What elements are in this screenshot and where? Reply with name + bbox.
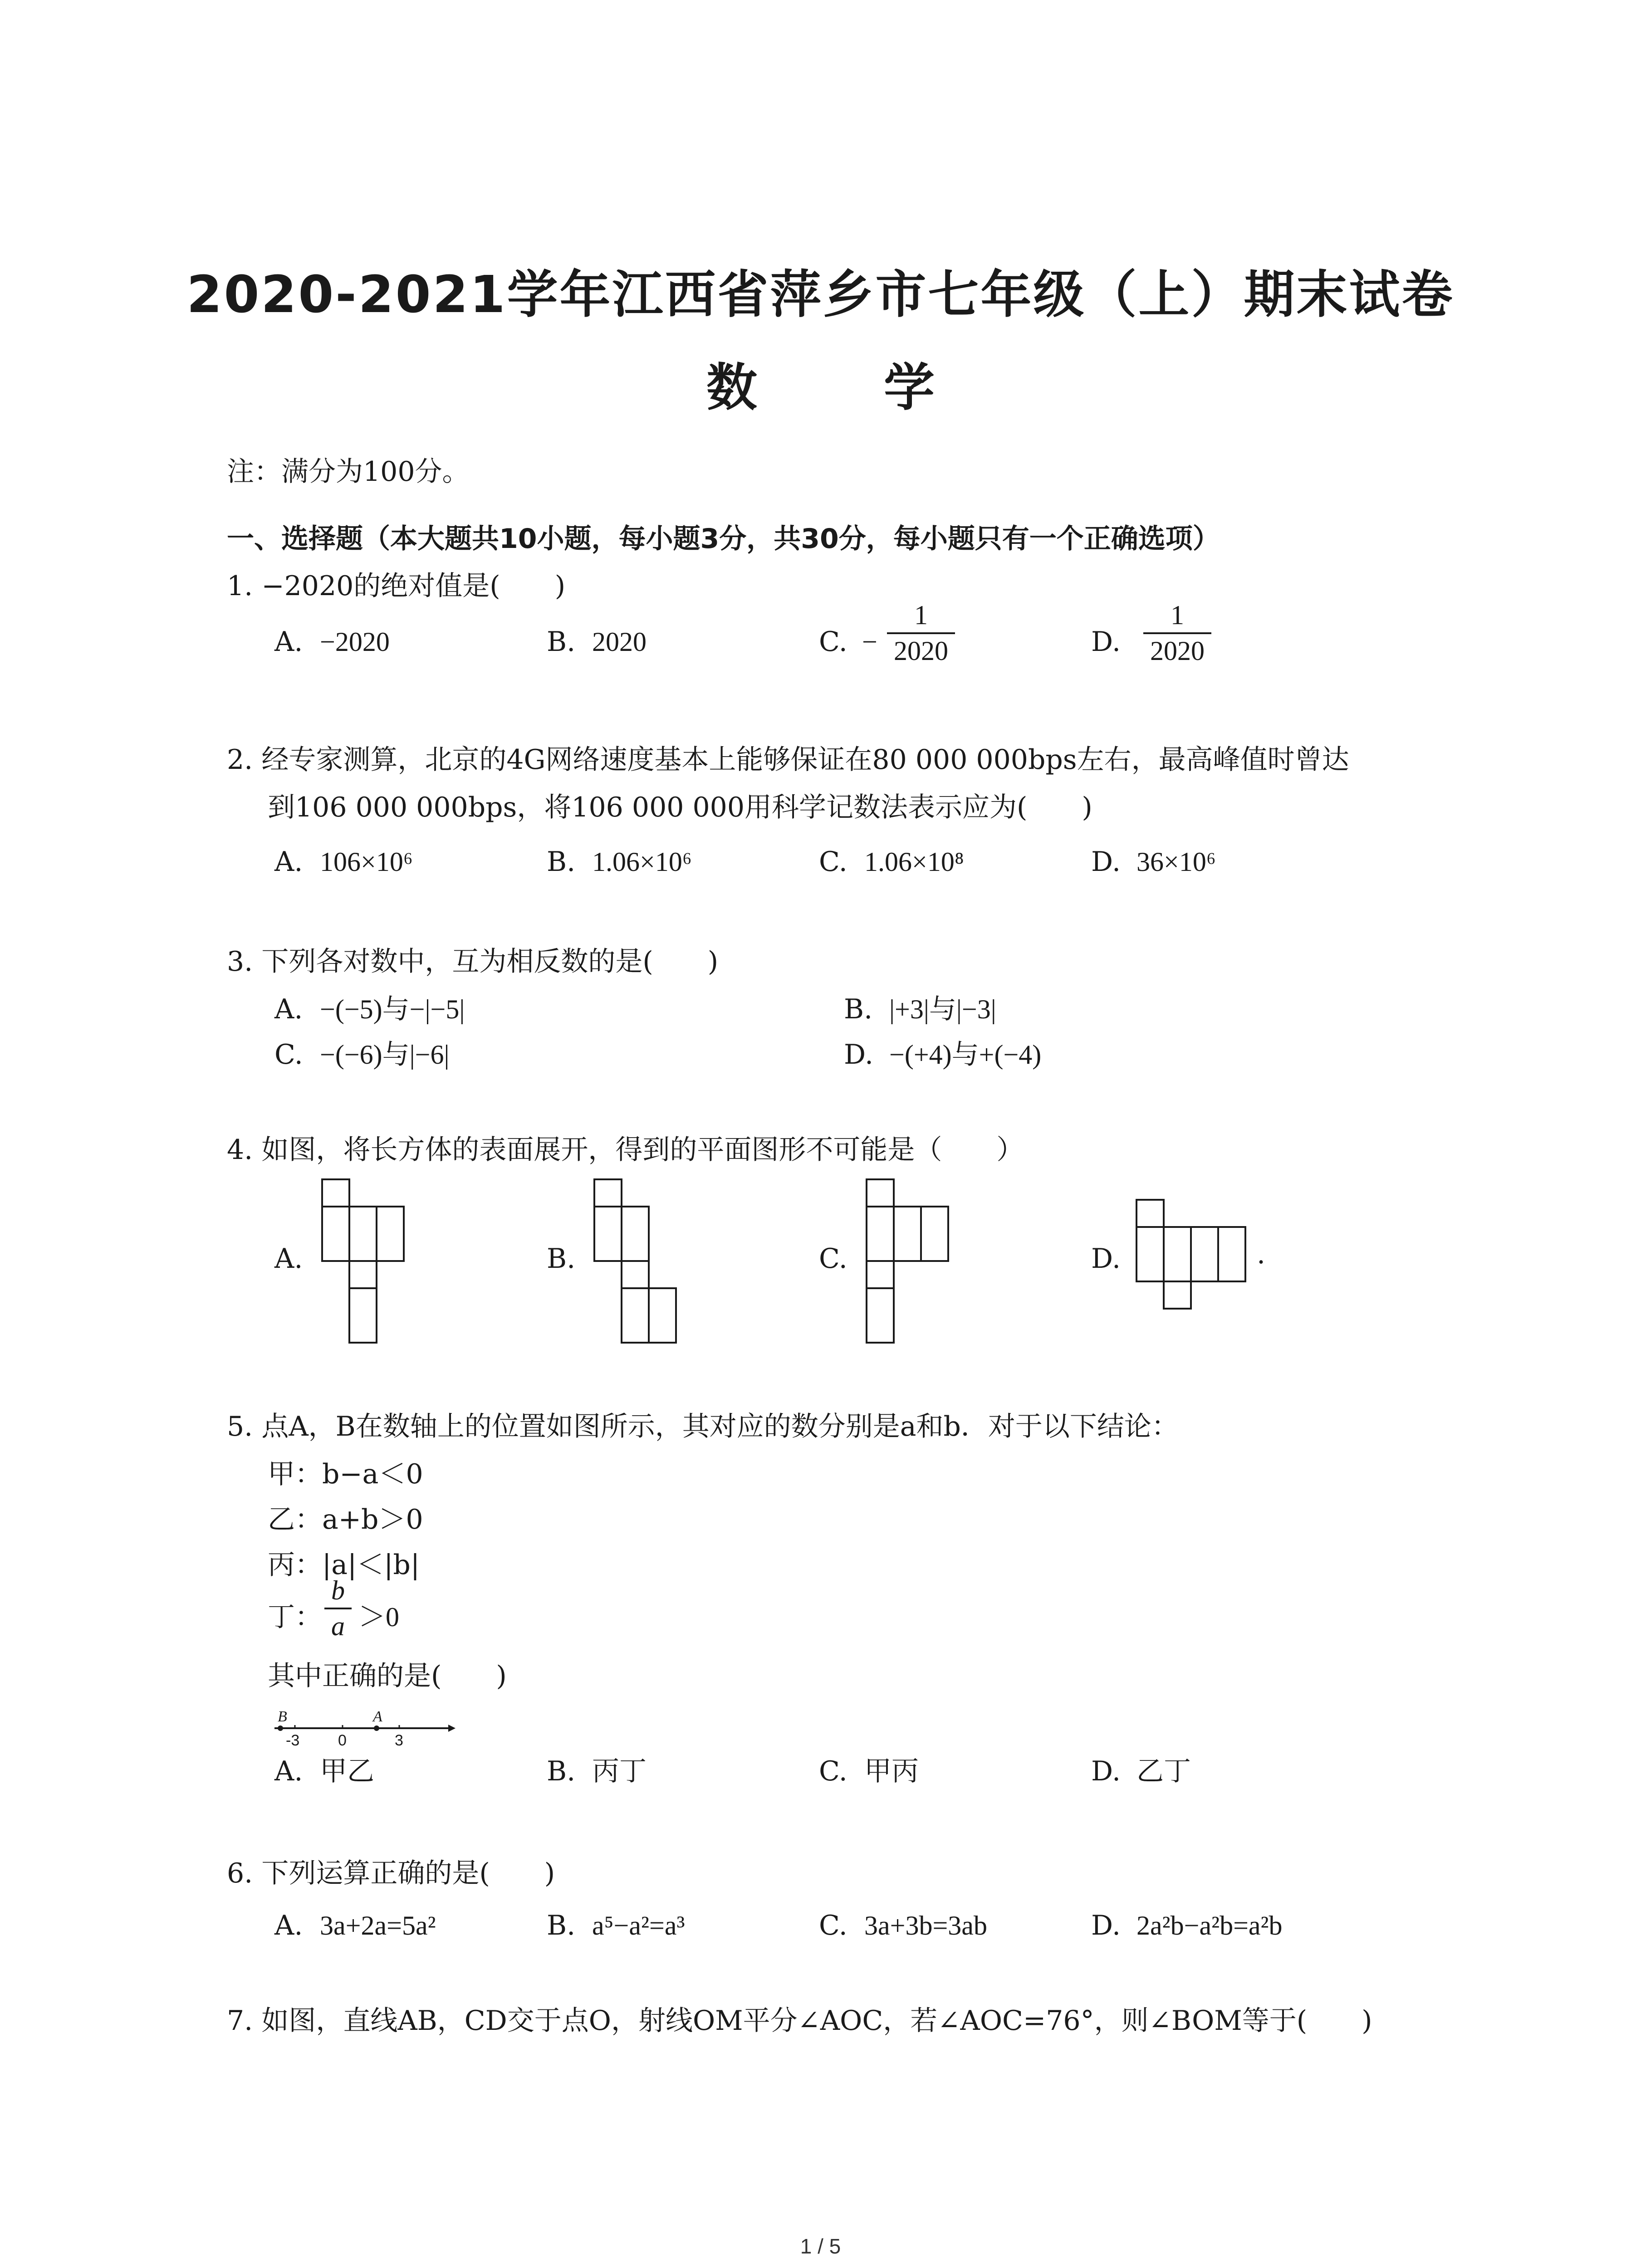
question-6-stem: 6. 下列运算正确的是( )	[227, 1857, 555, 1889]
net-c-cell	[921, 1207, 948, 1261]
q5-statement-bing: 丙：|a|＜|b|	[268, 1549, 420, 1581]
net-a-cell	[349, 1288, 377, 1343]
q2-option-d: 36×10⁶	[1136, 847, 1216, 877]
point-b-label: B	[278, 1708, 287, 1725]
tick-label-0: 0	[338, 1732, 347, 1749]
q1-option-b-label: B.	[547, 626, 576, 658]
q6-option-b-label: B.	[547, 1910, 576, 1941]
question-5-stem: 5. 点A，B在数轴上的位置如图所示，其对应的数分别是a和b．对于以下结论：	[227, 1411, 1179, 1442]
q2-option-a: 106×10⁶	[320, 847, 413, 877]
q4-option-c-label: C.	[819, 1243, 847, 1275]
net-b-cell	[622, 1288, 649, 1343]
q1-option-a: −2020	[320, 627, 390, 657]
tick-label-neg3: -3	[286, 1732, 300, 1749]
question-4-stem: 4. 如图，将长方体的表面展开，得到的平面图形不可能是（ ）	[227, 1134, 1024, 1166]
net-a-cell	[349, 1207, 377, 1261]
q1-option-c-sign: −	[862, 627, 877, 657]
q6-option-a: 3a+2a=5a²	[320, 1911, 436, 1941]
q1-d-fraction-bar	[1143, 632, 1211, 634]
net-c-cell	[867, 1288, 894, 1343]
net-a-cell	[349, 1261, 377, 1288]
q1-option-b: 2020	[592, 627, 647, 657]
q1-option-c-label: C.	[819, 626, 847, 658]
number-line-figure	[268, 1706, 458, 1751]
q5-ding-denominator: a	[331, 1611, 345, 1641]
exam-subject: 数 学	[706, 358, 989, 417]
q3-option-b-label: B.	[844, 993, 873, 1025]
question-2-line-2: 到106 000 000bps，将106 000 000用科学记数法表示应为( )	[268, 792, 1092, 823]
net-b-figure	[590, 1177, 685, 1354]
net-a-figure	[318, 1177, 413, 1354]
q1-d-denominator: 2020	[1150, 636, 1205, 666]
q5-question: 其中正确的是( )	[268, 1660, 507, 1692]
q5-statement-ding-prefix: 丁：	[268, 1601, 322, 1633]
q5-ding-fraction-bar	[324, 1608, 352, 1609]
q4-option-a-label: A.	[274, 1243, 303, 1275]
q2-option-a-label: A.	[274, 846, 303, 878]
net-d-figure	[1134, 1198, 1257, 1325]
q5-ding-fraction	[324, 1576, 352, 1641]
q1-c-denominator: 2020	[894, 636, 948, 666]
q3-option-b: |+3|与|−3|	[889, 994, 996, 1024]
q5-option-b: 丙丁	[592, 1755, 647, 1787]
exam-title: 2020-2021学年江西省萍乡市七年级（上）期末试卷	[186, 265, 1455, 324]
q5-option-a: 甲乙	[320, 1755, 374, 1787]
q6-option-d: 2a²b−a²b=a²b	[1136, 1911, 1283, 1941]
question-3-stem: 3. 下列各对数中，互为相反数的是( )	[227, 946, 719, 978]
net-d-cell	[1136, 1227, 1164, 1281]
net-d-cell	[1136, 1200, 1164, 1227]
q3-option-d: −(+4)与+(−4)	[889, 1040, 1042, 1070]
page-number: 1 / 5	[800, 2234, 841, 2258]
q5-option-c: 甲丙	[864, 1755, 919, 1787]
net-d-cell	[1191, 1227, 1218, 1281]
q6-option-d-label: D.	[1091, 1910, 1121, 1941]
q1-option-d-label: D.	[1091, 626, 1121, 658]
score-note: 注：满分为100分。	[227, 456, 470, 488]
q5-statement-jia: 甲：b−a＜0	[268, 1458, 423, 1490]
q5-option-a-label: A.	[274, 1755, 303, 1787]
net-c-cell	[894, 1207, 921, 1261]
q6-option-c: 3a+3b=3ab	[864, 1911, 987, 1941]
q2-option-b: 1.06×10⁶	[592, 847, 692, 877]
net-b-cell	[594, 1179, 622, 1207]
question-1-stem: 1. −2020的绝对值是( )	[227, 570, 566, 602]
net-b-cell	[622, 1261, 649, 1288]
net-c-cell	[867, 1179, 894, 1207]
q4-option-b-label: B.	[547, 1243, 576, 1275]
net-b-cell	[649, 1288, 676, 1343]
tick-label-3: 3	[395, 1732, 403, 1749]
net-b-cell	[594, 1207, 622, 1261]
net-d-cell	[1164, 1281, 1191, 1309]
point-a-label: A	[373, 1708, 382, 1725]
q1-c-fraction-bar	[887, 632, 955, 634]
q2-option-c: 1.06×10⁸	[864, 847, 964, 877]
point-b-dot	[278, 1725, 283, 1731]
number-line-arrow	[448, 1725, 456, 1732]
q6-option-b: a⁵−a²=a³	[592, 1911, 685, 1941]
q2-option-c-label: C.	[819, 846, 847, 878]
section-heading: 一、选择题（本大题共10小题，每小题3分，共30分，每小题只有一个正确选项）	[227, 523, 1220, 555]
question-7-stem: 7. 如图，直线AB，CD交于点O，射线OM平分∠AOC，若∠AOC=76°，则∠BOM等于( )	[227, 2005, 1372, 2037]
q3-option-a-label: A.	[274, 993, 303, 1025]
q1-option-c-fraction	[887, 601, 955, 665]
q5-option-c-label: C.	[819, 1755, 847, 1787]
q5-option-b-label: B.	[547, 1755, 576, 1787]
q3-option-a: −(−5)与−|−5|	[320, 994, 465, 1024]
q5-statement-ding-suffix: ＞0	[358, 1602, 399, 1632]
net-b-cell	[622, 1207, 649, 1261]
q1-c-numerator: 1	[914, 600, 928, 630]
q1-d-numerator: 1	[1171, 600, 1184, 630]
net-d-cell	[1218, 1227, 1245, 1281]
point-a-dot	[374, 1725, 379, 1731]
q5-ding-numerator: b	[331, 1575, 345, 1605]
net-c-cell	[867, 1261, 894, 1288]
q4-option-d-label: D.	[1091, 1243, 1121, 1275]
q4-option-d-period: .	[1257, 1238, 1266, 1270]
q5-statement-yi: 乙：a+b＞0	[268, 1504, 423, 1535]
question-2-line-1: 2. 经专家测算，北京的4G网络速度基本上能够保证在80 000 000bps左右，最高峰值时曾达	[227, 744, 1349, 776]
net-a-cell	[322, 1207, 349, 1261]
q6-option-c-label: C.	[819, 1910, 847, 1941]
q6-option-a-label: A.	[274, 1910, 303, 1941]
q5-option-d-label: D.	[1091, 1755, 1121, 1787]
net-c-cell	[867, 1207, 894, 1261]
q3-option-d-label: D.	[844, 1039, 874, 1070]
net-d-cell	[1164, 1227, 1191, 1281]
q3-option-c: −(−6)与|−6|	[320, 1040, 450, 1070]
q5-option-d: 乙丁	[1136, 1755, 1191, 1787]
q2-option-d-label: D.	[1091, 846, 1121, 878]
net-a-cell	[322, 1179, 349, 1207]
q2-option-b-label: B.	[547, 846, 576, 878]
q1-option-a-label: A.	[274, 626, 303, 658]
q3-option-c-label: C.	[274, 1039, 303, 1070]
net-c-figure	[862, 1177, 957, 1354]
q1-option-d-fraction	[1143, 601, 1211, 665]
net-a-cell	[377, 1207, 404, 1261]
